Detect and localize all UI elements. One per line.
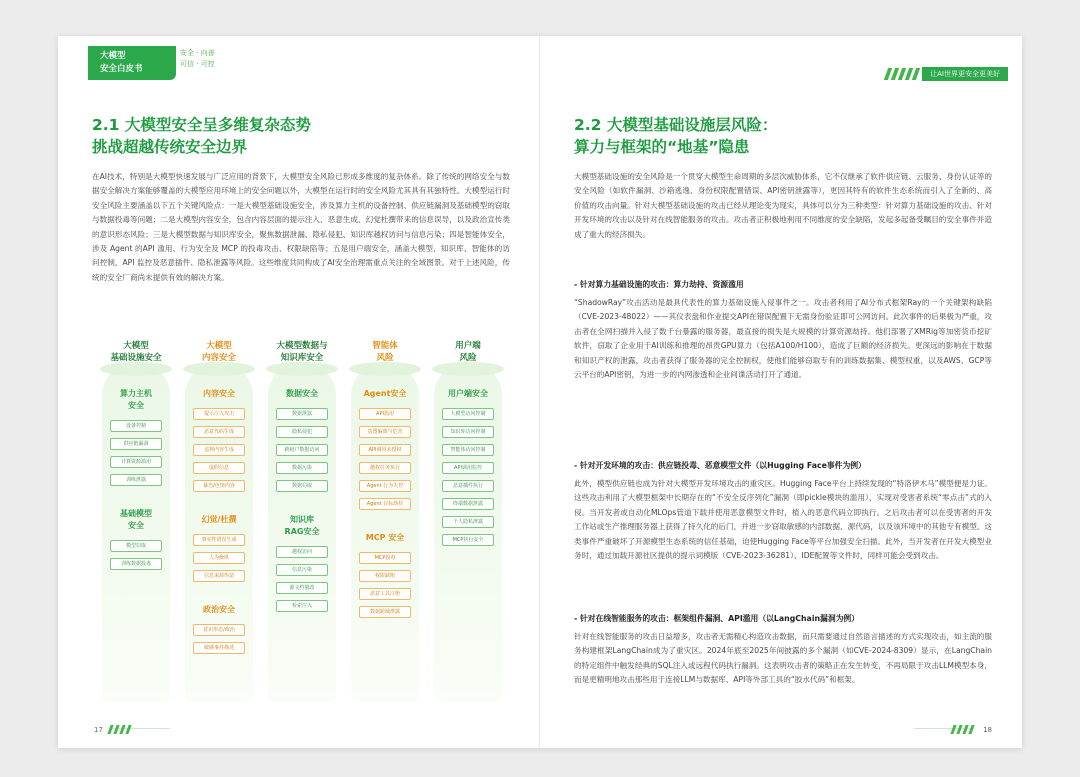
column-title-line-1: 智能体 bbox=[372, 341, 398, 351]
risk-chip: 恶意代码生成 bbox=[193, 426, 245, 438]
risk-chip: 检索注入 bbox=[276, 600, 328, 612]
risk-chip: 信息来源伪造 bbox=[193, 570, 245, 582]
risk-column bbox=[264, 336, 340, 721]
column-title-line-1: 用户端 bbox=[455, 341, 481, 351]
group-title bbox=[347, 532, 423, 544]
risk-chip: 提示注入攻击 bbox=[193, 408, 245, 420]
column-title-line-2: 风险 bbox=[459, 353, 477, 363]
risk-chip: 敏感事件描述 bbox=[193, 642, 245, 654]
subsection-body: 针对在线智能服务的攻击日益增多，攻击者无需精心构造攻击数据，而只需要通过自然语言描述的方式实现攻击，如主流的服务构建框架LangChain成为了重灾区。2024年底至2025年间披露的多个漏洞（如CVE-2024-8309）显示，在LangChain的特定组件中触发经典的SQL注入或远程代码执行漏洞。这表明攻击者的策略正在发生转变，不再局限于攻击LLM模型本身，而是更精明地攻击那些用于连接LLM与数据库、API等外部工具的“胶水代码”和框架。 bbox=[574, 632, 992, 685]
group-title-line-1: 算力主机 bbox=[120, 389, 152, 398]
group-title bbox=[181, 604, 257, 616]
column-title bbox=[98, 340, 174, 364]
intro-paragraph: 在AI技术，特别是大模型快速发展与广泛应用的背景下，大模型安全风险已形成多维度的复杂体系。除了传统的网络安全与数据安全解决方案能够覆盖的大模型应用环境上的安全问题以外，大模型在运行时的安全风险尤其具有其独特性。大模型运行时安全风险主要涵盖以下五个关键风险点：一是大模型基础设施安全，涉及算力主机的设备控制、供应链漏洞及基础模型的窃取与数据投毒等问题；二是大模型内容安全，包含内容层面的提示注入、恶意生成、幻觉杜撰带来的信息误导，以及政治宣传类的意识形态风险；三是大模型数据与知识库安全，聚焦数据泄漏、隐私侵犯、知识库越权访问与信息污染；四是智能体安全，涉及 Agent 的API 滥用、行为安全及 MCP 的投毒攻击、权限缺陷等；五是用户端安全，涵盖大模型、知识库、智能体的访问控制，API 监控及恶意插件、隐私泄露等风险。这些维度共同构成了AI安全治理需重点关注的全域图景。对于上述风险，传统的安全厂商尚未提供有效的解决方案。 bbox=[92, 172, 510, 282]
risk-chip: 违规内容生成 bbox=[193, 444, 245, 456]
motto-line-1: 安全 · 向善 bbox=[180, 49, 215, 57]
header-motto bbox=[180, 48, 215, 70]
column-title-line-1: 大模型数据与 bbox=[276, 341, 328, 351]
risk-chip: 模型窃取 bbox=[110, 540, 162, 552]
page-number: 17 bbox=[94, 725, 103, 734]
group-title-line-1: 知识库 bbox=[290, 515, 314, 524]
section-title-2-2 bbox=[574, 114, 994, 158]
risk-chip: 数据泄露 bbox=[276, 408, 328, 420]
group-title bbox=[181, 514, 257, 526]
motto-line-2: 可信 · 可控 bbox=[180, 60, 215, 68]
column-title bbox=[181, 340, 257, 364]
page-number: 18 bbox=[983, 725, 992, 734]
risk-chip: 越权任务执行 bbox=[359, 462, 411, 474]
group-title-line-2: RAG安全 bbox=[284, 527, 320, 536]
group-title-line-2: 安全 bbox=[128, 521, 144, 530]
subsection-heading: - 针对算力基础设施的攻击：算力劫持、资源滥用 bbox=[574, 280, 744, 289]
risk-chip: 训练泄露 bbox=[110, 474, 162, 486]
risk-chip: 终端数据泄露 bbox=[442, 498, 494, 510]
risk-chip: 意图偏离与危害 bbox=[359, 426, 411, 438]
document-spread bbox=[58, 36, 1022, 748]
group-title-line-1: 用户端安全 bbox=[448, 389, 488, 398]
subsection-heading: - 针对在线智能服务的攻击：框架组件漏洞、API滥用（以LangChain漏洞为例） bbox=[574, 614, 860, 623]
stripes-icon bbox=[886, 68, 918, 80]
group-title bbox=[264, 388, 340, 400]
group-title bbox=[98, 388, 174, 412]
risk-chip: Agent 目标劫持 bbox=[359, 498, 411, 510]
group-title bbox=[264, 514, 340, 538]
right-page bbox=[540, 36, 1022, 748]
risk-chip: 数据窃取 bbox=[276, 480, 328, 492]
column-title-line-2: 风险 bbox=[376, 353, 394, 363]
badge-line-2: 安全白皮书 bbox=[100, 64, 143, 74]
title-line-1: 2.1 大模型安全呈多维复杂态势 bbox=[92, 116, 311, 134]
risk-chip: 虚假信息 bbox=[193, 462, 245, 474]
risk-chip: 人为操纵 bbox=[193, 552, 245, 564]
risk-chip: 跨租户数据访问 bbox=[276, 444, 328, 456]
group-title-line-1: 基础模型 bbox=[120, 509, 152, 518]
page-number-right bbox=[952, 725, 992, 734]
risk-chip: 暴恐/色情内容 bbox=[193, 480, 245, 492]
risk-chip: 设备控制 bbox=[110, 420, 162, 432]
stripes-icon bbox=[109, 725, 130, 734]
pillar-background bbox=[102, 362, 170, 702]
risk-chip: 智能体访问控制 bbox=[442, 444, 494, 456]
subsection-heading: - 针对开发环境的攻击：供应链投毒、恶意模型文件（以Hugging Face事件为例） bbox=[574, 461, 866, 470]
header-right bbox=[886, 66, 1008, 82]
column-title-line-2: 知识库安全 bbox=[280, 353, 324, 363]
column-title-line-2: 内容安全 bbox=[201, 353, 236, 363]
risk-chip: 供应链漏洞 bbox=[110, 438, 162, 450]
risk-chip: 知识库访问控制 bbox=[442, 426, 494, 438]
group-title bbox=[430, 388, 506, 400]
risk-chip: API调用监控 bbox=[442, 462, 494, 474]
risk-chip: 信息污染 bbox=[276, 564, 328, 576]
risk-chip: 隐私侵犯 bbox=[276, 426, 328, 438]
whitepaper-badge bbox=[88, 46, 176, 80]
left-page bbox=[58, 36, 540, 748]
group-title-line-1: 内容安全 bbox=[203, 389, 235, 398]
title-line-2: 挑战超越传统安全边界 bbox=[92, 138, 248, 156]
risk-pillar-diagram bbox=[98, 336, 508, 721]
risk-chip: 个人隐私泄露 bbox=[442, 516, 494, 528]
pillar-cap bbox=[349, 362, 421, 376]
subsection-body: 此外，模型供应链也成为针对大模型开发环境攻击的重灾区。Hugging Face平台上持续发现的“特洛伊木马”模型便是力证。这些攻击利用了大模型框架中长期存在的“不安全反序列化”漏洞（即pickle模块的滥用），实现对受害者系统“零点击”式的入侵。当开发者或自动化MLOps管道下载并使用恶意模型文件时，植入的恶意代码立即执行。之后攻击者可以在受害者的开发工作站或生产推理服务器上获得了持久化的后门，并进一步窃取敏感的内部数据、源代码，以及该环境中的其他专有模型。这类事件严重破坏了开源模型生态系统的信任基础，迫使Hugging Face等平台加强安全扫描。此外，当开发者在开发大模型业务时，通过加载开源社区提供的提示词模版（CVE-2023-36281）、IDE配置等文件时，同样可能会受到攻击。 bbox=[574, 479, 992, 561]
risk-column bbox=[181, 336, 257, 721]
column-title-line-1: 大模型 bbox=[123, 341, 149, 351]
pillar-cap bbox=[100, 362, 172, 376]
risk-chip: 权限缺陷 bbox=[359, 570, 411, 582]
risk-chip: MCP执行安全 bbox=[442, 534, 494, 546]
column-title bbox=[430, 340, 506, 364]
group-title bbox=[181, 388, 257, 400]
pillar-cap bbox=[183, 362, 255, 376]
risk-chip: 越权访问 bbox=[276, 546, 328, 558]
subsection-body: “ShadowRay”攻击活动是最具代表性的算力基础设施入侵事件之一。攻击者利用了AI分布式框架Ray的一个关键架构缺陷（CVE-2023-48022）——其仪表盘和作业提交API在错误配置下无需身份验证即可公网访问。此次事件的后果极为严重，攻击者在全网扫描并入侵了数千台暴露的服务器，最直接的损失是大规模的计算资源劫持。他们部署了XMRig等加密货币挖矿软件，窃取了企业用于AI训练和推理的昂贵GPU算力（包括A100/H100），造成了巨额的经济损失。更深远的影响在于数据和知识产权的泄露，攻击者获得了服务器的完全控制权，使他们能够窃取专有的训练数据集、模型权重，以及AWS、GCP等云平台的API密钥，为进一步的内网渗透和企业间谍活动打开了通道。 bbox=[574, 298, 992, 380]
intro-paragraph: 大模型基础设施的安全风险是一个贯穿大模型生命周期的多层次威胁体系，它不仅继承了软件供应链、云服务、身份认证等的安全风险（如软件漏洞、沙箱逃逸、身份权限配置错误、API密钥泄露等），更因其特有的软件生态系统而引入了全新的、高价值的攻击向量。针对大模型基础设施的攻击已经从理论变为现实，具体可以分为三种类型：针对算力基础设施的攻击、针对开发环境的攻击以及针对在线智能服务的攻击。攻击者正积极地利用不同维度的安全缺陷，发起多起备受瞩目的安全事件并造成了重大的经济损失。 bbox=[574, 172, 992, 239]
title-line-1: 2.2 大模型基础设施层风险： bbox=[574, 116, 778, 134]
risk-chip: 大模型访问控制 bbox=[442, 408, 494, 420]
risk-chip: 事实性错误生成 bbox=[193, 534, 245, 546]
risk-chip: 源文档篡改 bbox=[276, 582, 328, 594]
pillar-cap bbox=[432, 362, 504, 376]
risk-chip: 训练数据投毒 bbox=[110, 558, 162, 570]
page-number-left bbox=[94, 725, 134, 734]
column-title bbox=[347, 340, 423, 364]
risk-chip: API滥用 bbox=[359, 408, 411, 420]
group-title bbox=[98, 508, 174, 532]
column-title bbox=[264, 340, 340, 364]
risk-column bbox=[98, 336, 174, 721]
group-title-line-1: 政治安全 bbox=[203, 605, 235, 614]
group-title bbox=[347, 388, 423, 400]
title-line-2: 算力与框架的“地基”隐患 bbox=[574, 138, 750, 156]
group-title-line-1: 幻觉/杜撰 bbox=[201, 515, 237, 524]
group-title-line-1: Agent安全 bbox=[363, 389, 407, 398]
risk-column bbox=[347, 336, 423, 721]
risk-chip: 恶意插件执行 bbox=[442, 480, 494, 492]
section-title-2-1 bbox=[92, 114, 512, 158]
risk-chip: Agent 行为失控 bbox=[359, 480, 411, 492]
column-title-line-1: 大模型 bbox=[206, 341, 232, 351]
group-title-line-1: MCP 安全 bbox=[365, 533, 405, 542]
risk-chip: MCP投毒 bbox=[359, 552, 411, 564]
badge-line-1: 大模型 bbox=[100, 51, 126, 61]
risk-chip: API调用未授权 bbox=[359, 444, 411, 456]
slogan-label: 让AI世界更安全更美好 bbox=[922, 67, 1008, 81]
group-title-line-1: 数据安全 bbox=[286, 389, 318, 398]
risk-chip: 意识形态/政治 bbox=[193, 624, 245, 636]
stripes-icon bbox=[952, 725, 973, 734]
risk-chip: 计算资源滥用 bbox=[110, 456, 162, 468]
pillar-cap bbox=[266, 362, 338, 376]
column-title-line-2: 基础设施安全 bbox=[110, 353, 162, 363]
risk-chip: 数据污染 bbox=[276, 462, 328, 474]
risk-column bbox=[430, 336, 506, 721]
risk-chip: 数据跨域泄露 bbox=[359, 606, 411, 618]
risk-chip: 恶意工具注册 bbox=[359, 588, 411, 600]
group-title-line-2: 安全 bbox=[128, 401, 144, 410]
